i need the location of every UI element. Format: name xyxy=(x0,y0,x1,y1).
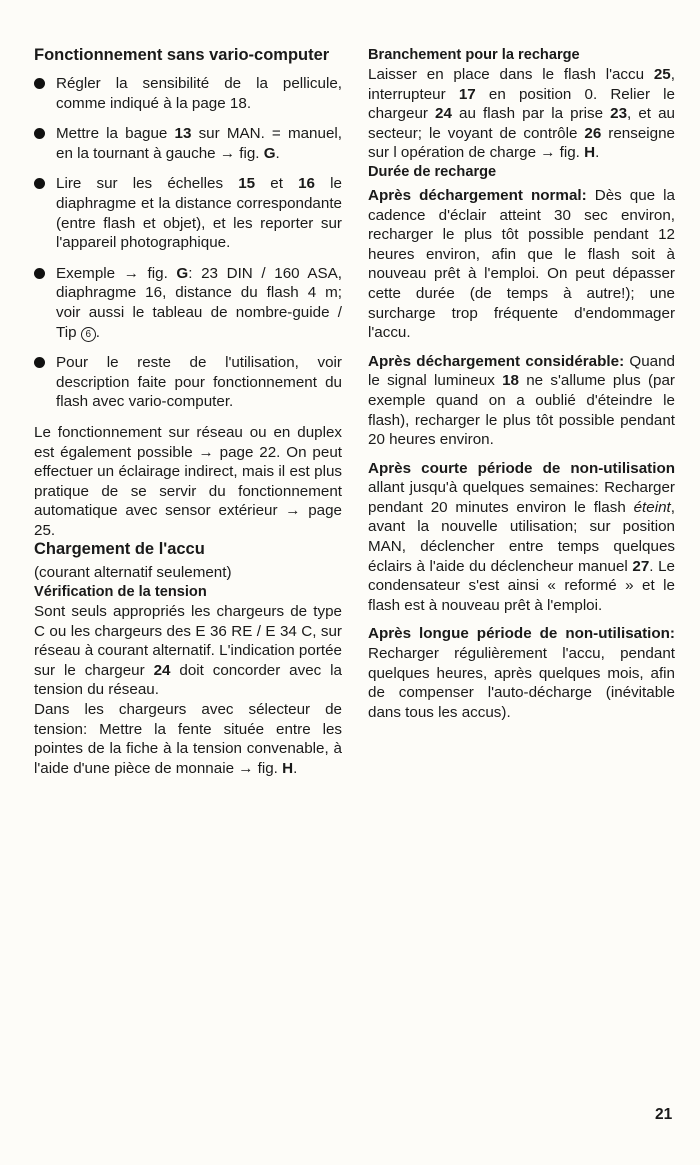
text-run: le diaphragme et la distance correspondante (entre flash et objet), et les reporter sur l'appareil photographique. xyxy=(56,175,342,252)
text-run: Dès que la cadence d'éclair atteint 30 sec environ, recharger le plus tôt possible pendant 12 heures environ, afin que le flash soit à nouveau prêt à l'emploi. On peut dépasser cette durée (de temps à autre!); une surcharge trop fréquente d'endommager l'accu. xyxy=(368,186,676,342)
paragraph-longue-periode xyxy=(368,624,675,722)
italic-text: éteint xyxy=(633,498,671,516)
text-run: . xyxy=(293,759,298,777)
bold-reference: H xyxy=(584,144,596,162)
paragraph-branchement xyxy=(368,65,675,163)
instruction-item xyxy=(34,74,342,113)
bold-reference: 16 xyxy=(298,175,316,193)
text-run: : 23 DIN / 160 ASA, diaphragme 16, distance du flash 4 m; voir aussi le tableau de nombre-guide / Tip xyxy=(56,264,342,341)
bold-reference: 18 xyxy=(502,372,519,390)
text-run: . xyxy=(275,144,280,162)
page-number: 21 xyxy=(655,1106,673,1123)
text-run: sur MAN. = manuel, en la tournant à gauche → fig. xyxy=(56,125,342,162)
text-run: allant jusqu'à quelques semaines: Recharger pendant 20 minutes environ le flash xyxy=(368,479,675,516)
text-run: Recharger régulièrement l'accu, pendant quelques heures, après quelques mois, afin de compenser l'auto-décharge (inévitable dans tous les accus). xyxy=(368,645,675,721)
heading-chargement-accu: Chargement de l'accu xyxy=(34,540,205,559)
subheading-branchement-recharge: Branchement pour la recharge xyxy=(368,47,580,63)
text-run: Laisser en place dans le flash l'accu xyxy=(368,66,654,83)
paragraph-dechargement-normal xyxy=(368,186,675,343)
text-run: Pour le reste de l'utilisation, voir description faite pour fonctionnement du flash avec vario-computer. xyxy=(56,354,342,411)
bold-reference: 17 xyxy=(458,85,476,103)
text-run: Exemple → fig. xyxy=(56,264,177,282)
text-run: Quand le signal lumineux xyxy=(368,352,675,390)
instruction-item xyxy=(34,174,342,252)
text-run: . xyxy=(595,144,600,162)
heading-fonctionnement-sans-vario-computer: Fonctionnement sans vario-computer xyxy=(34,46,330,64)
text-run: en position 0. Relier le chargeur xyxy=(368,85,675,123)
text-run: Lire sur les échelles xyxy=(56,175,239,193)
bold-reference: H xyxy=(282,759,294,777)
instruction-item xyxy=(34,353,342,412)
instruction-list xyxy=(34,74,342,412)
paragraph-chargeurs-appropries xyxy=(34,602,342,700)
text-run: renseigne sur l opération de charge → fig. xyxy=(368,124,675,162)
bullet-dot-icon xyxy=(34,268,45,279)
text-run: Sont seuls appropriés les chargeurs de type C ou les chargeurs des E 36 RE / E 34 C, sur réseau à courant alternatif. L'indication portée sur le chargeur xyxy=(34,603,342,679)
subheading-verification-tension: Vérification de la tension xyxy=(34,584,207,601)
bullet-dot-icon xyxy=(34,357,45,368)
text-run: , et au secteur; le voyant de contrôle xyxy=(368,105,676,142)
text-run: . Le condensateur s'est ainsi « reformé » et le flash est à nouveau prêt à l'emploi. xyxy=(368,557,675,614)
text-run: Régler la sensibilité de la pellicule, comme indiqué à la page 18. xyxy=(56,75,342,112)
bold-reference: 25 xyxy=(653,66,671,83)
bold-reference: G xyxy=(263,144,276,162)
text-run: , avant la nouvelle utilisation; sur position MAN, déclencher entre temps quelques éclairs à l'aide du déclencheur manuel xyxy=(368,498,675,575)
bold-reference: G xyxy=(176,264,189,282)
instruction-item xyxy=(34,124,342,163)
text-run: , interrupteur xyxy=(368,66,675,103)
bold-reference: 24 xyxy=(435,105,452,123)
paragraph-dechargement-considerable xyxy=(368,352,675,450)
paragraph-selecteur-tension xyxy=(34,700,342,778)
text-run: Mettre la bague xyxy=(56,125,175,143)
paragraph-reseau-duplex: Le fonctionnement sur réseau ou en duplex est également possible → page 22. On peut effectuer un éclairage indirect, mais il est plus pratique de se servir du fonctionnement automatique avec sensor extérieur → page 25. xyxy=(34,423,342,539)
bullet-dot-icon xyxy=(34,178,45,189)
bold-reference: 15 xyxy=(238,175,256,193)
bold-reference: 26 xyxy=(584,124,602,142)
text-run: . xyxy=(95,323,100,341)
text-run: au flash par la prise xyxy=(451,105,611,123)
bold-reference: Après déchargement considérable: xyxy=(368,352,625,370)
left-column xyxy=(34,46,342,778)
instruction-item xyxy=(34,264,342,342)
right-column xyxy=(368,46,675,722)
circled-number: 6 xyxy=(81,327,96,342)
bold-reference: Après longue période de non-utilisation: xyxy=(368,625,675,643)
bold-reference: Après courte période de non-utilisation xyxy=(368,459,675,477)
text-run: ne s'allume plus (par exemple quand on a oublié d'éteindre le flash), recharger le plus tôt possible pendant 20 heures environ. xyxy=(368,372,675,449)
bold-reference: Après déchargement normal: xyxy=(368,186,587,204)
subheading-duree-recharge: Durée de recharge xyxy=(368,163,497,180)
bold-reference: 23 xyxy=(610,105,628,123)
heading-note-courant-alternatif: (courant alternatif seulement) xyxy=(34,564,232,582)
bold-reference: 27 xyxy=(632,557,650,575)
text-run: et xyxy=(255,175,299,193)
paragraph-courte-periode xyxy=(368,459,675,616)
bullet-dot-icon xyxy=(34,78,45,89)
bold-reference: 24 xyxy=(153,661,171,679)
text-run: Dans les chargeurs avec sélecteur de tension: Mettre la fente située entre les pointes de la fiche à la tension convenable, à l'aide d'une pièce de monnaie → fig. xyxy=(34,701,342,777)
bullet-dot-icon xyxy=(34,128,45,139)
bold-reference: 13 xyxy=(174,125,192,143)
text-run: doit concorder avec la tension du réseau. xyxy=(34,661,342,699)
